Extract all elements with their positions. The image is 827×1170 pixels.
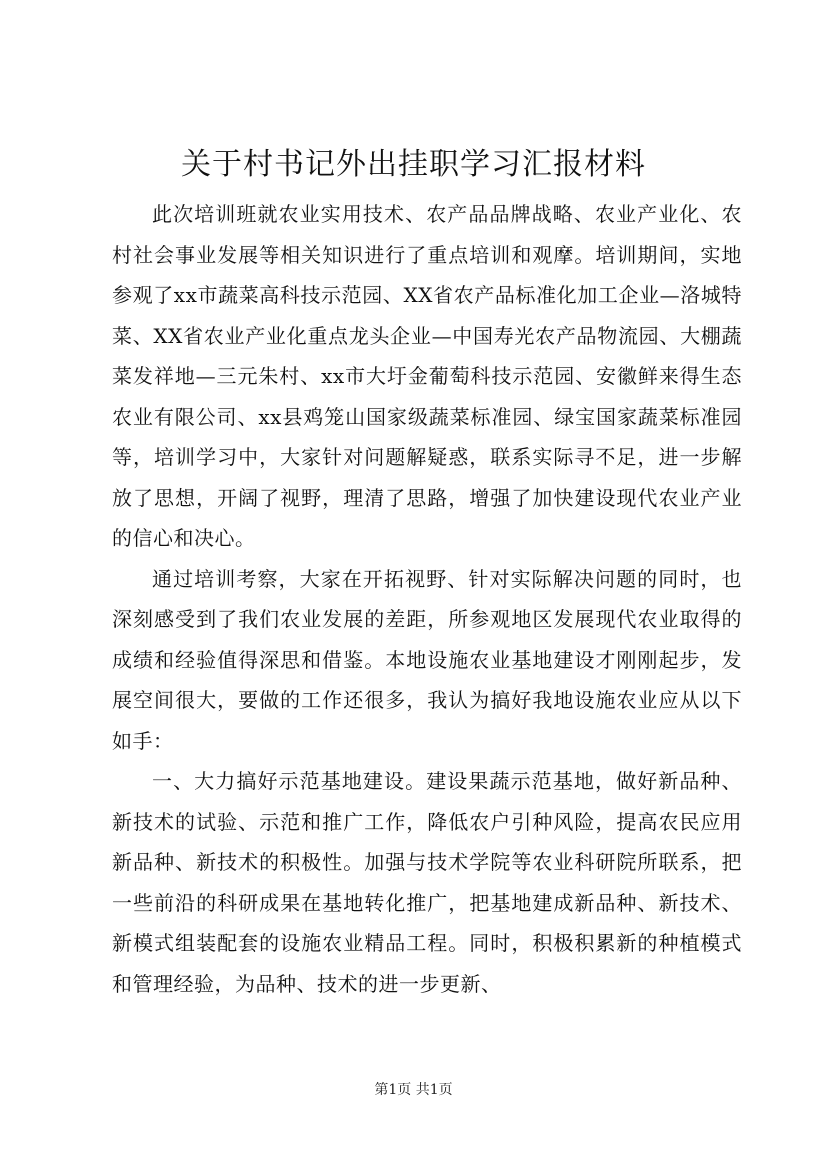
page-footer [0, 1078, 827, 1102]
page-number-label: 第1页 共1页 [374, 1082, 453, 1098]
paragraph-2: 通过培训考察，大家在开拓视野、针对实际解决问题的同时，也深刻感受到了我们农业发展的差距，所参观地区发展现代农业取得的成绩和经验值得深思和借鉴。本地设施农业基地建设才刚刚起步，发展空间很大，要做的工作还很多，我认为搞好我地设施农业应从以下如手： [112, 566, 742, 753]
document-title: 关于村书记外出挂职学习汇报材料 [181, 147, 646, 182]
paragraph-3: 一、大力搞好示范基地建设。建设果蔬示范基地，做好新品种、新技术的试验、示范和推广工作，降低农户引种风险，提高农民应用新品种、新技术的积极性。加强与技术学院等农业科研院所联系，把一些前沿的科研成果在基地转化推广，把基地建成新品种、新技术、新模式组装配套的设施农业精品工程。同时，积极积累新的种植模式和管理经验，为品种、技术的进一步更新、 [112, 769, 742, 996]
document-body [112, 194, 742, 1004]
paragraph-1: 此次培训班就农业实用技术、农产品品牌战略、农业产业化、农村社会事业发展等相关知识进行了重点培训和观摩。培训期间，实地参观了xx市蔬菜高科技示范园、XX省农产品标准化加工企业—洛城特菜、XX省农业产业化重点龙头企业—中国寿光农产品物流园、大棚蔬菜发祥地—三元朱村、xx市大圩金葡萄科技示范园、安徽鲜来得生态农业有限公司、xx县鸡笼山国家级蔬菜标准园、绿宝国家蔬菜标准园等，培训学习中，大家针对问题解疑惑，联系实际寻不足，进一步解放了思想，开阔了视野，理清了思路，增强了加快建设现代农业产业的信心和决心。 [112, 202, 742, 550]
